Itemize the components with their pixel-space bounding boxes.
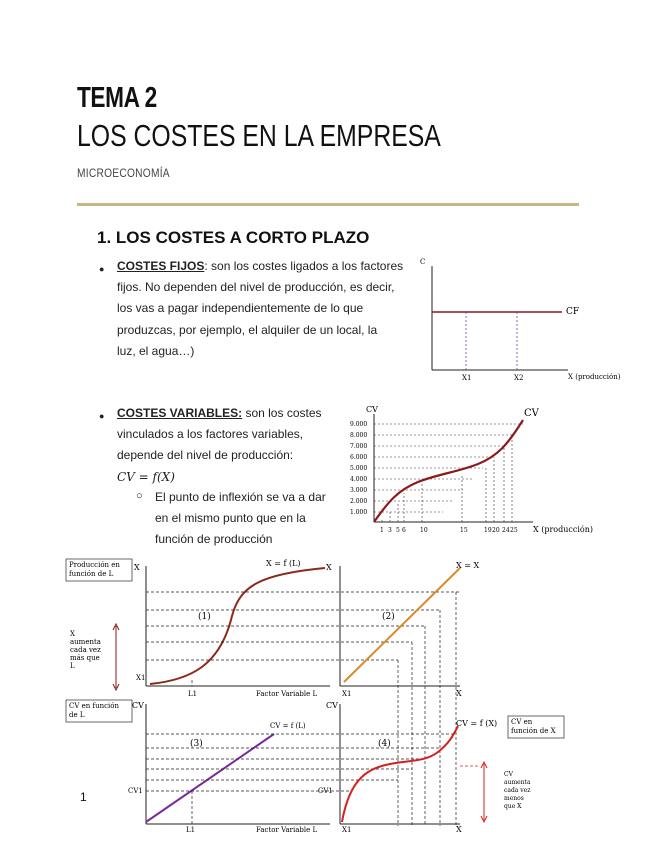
side-note-right <box>504 771 531 810</box>
y-tick-label: 6.000 <box>350 454 368 461</box>
x-tick-label: 25 <box>510 527 518 534</box>
box-bl-line2: de L <box>69 711 85 719</box>
section-heading: 1. LOS COSTES A CORTO PLAZO <box>97 228 370 247</box>
svg-text:aumenta: aumenta <box>70 638 101 646</box>
q2-number: (2) <box>382 612 395 622</box>
x1-label: X1 <box>462 374 472 382</box>
svg-text:cada vez: cada vez <box>504 787 531 794</box>
q3-line <box>146 734 274 822</box>
x-tick-label: 6 <box>402 527 406 534</box>
fixed-line-5: luz, el agua…) <box>117 343 195 358</box>
y-tick-label: 1.000 <box>350 509 368 516</box>
variable-line-2: vinculados a los factores variables, <box>117 427 304 442</box>
header-divider <box>77 203 579 206</box>
q1-curve-label: X = f (L) <box>266 559 301 568</box>
box-bl-line1: CV en función <box>69 702 120 710</box>
variable-line-1: son los costes <box>242 406 322 420</box>
y-tick-label: 9.000 <box>350 421 368 428</box>
x-tick-label: 15 <box>460 527 468 534</box>
y-tick-label: 8.000 <box>350 432 368 439</box>
q4-x-label: X <box>456 825 462 834</box>
q1-ymark: X1 <box>136 674 146 682</box>
q4-curve-label: CV = f (X) <box>456 719 498 728</box>
y-tick-label: 7.000 <box>350 443 368 450</box>
q3-curve-label: CV = f (L) <box>270 722 306 730</box>
x-tick-label: 20 <box>492 527 500 534</box>
q2-y-label: X <box>326 563 332 572</box>
q3-y-label: CV <box>132 701 144 710</box>
x2-label: X2 <box>514 374 524 382</box>
bullet-icon: ● <box>99 411 105 421</box>
four-quadrant-figure <box>60 556 600 838</box>
fixed-costs-paragraph <box>117 256 417 362</box>
page-subtitle: LOS COSTES EN LA EMPRESA <box>77 118 441 153</box>
q1-y-label: X <box>134 563 140 572</box>
inflection-line-2: en el mismo punto que en la <box>155 511 306 526</box>
fixed-line-2: fijos. No dependen del nivel de producción, es decir, <box>117 280 395 295</box>
fig-fixed-ylabel: C <box>420 258 426 266</box>
variable-costs-term: COSTES VARIABLES: <box>117 406 243 420</box>
svg-text:L: L <box>70 662 75 670</box>
category-label: MICROECONOMÍA <box>77 166 170 180</box>
formula: CV = f(X) <box>117 469 175 484</box>
svg-text:cada vez: cada vez <box>70 646 101 654</box>
q3-number: (3) <box>190 739 203 749</box>
x-tick-label: 3 <box>388 527 392 534</box>
side-note-left <box>70 630 101 670</box>
q3-ymark: CV1 <box>128 787 143 795</box>
q4-ymark: CV1 <box>318 787 333 795</box>
x-axis-label: X (producción) <box>533 525 594 534</box>
q2-curve-label: X = X <box>456 561 480 570</box>
cf-label: CF <box>566 307 580 317</box>
circle-bullet-icon: ○ <box>136 490 143 502</box>
cv-label: CV <box>524 408 539 419</box>
box-tl-line2: función de L <box>69 570 114 578</box>
page-number: 1 <box>80 790 87 804</box>
q2-x-label: X <box>456 689 462 698</box>
page-title: TEMA 2 <box>77 82 157 114</box>
svg-text:aumenta: aumenta <box>504 779 531 786</box>
inflection-line-3: función de producción <box>155 532 273 547</box>
svg-text:X: X <box>70 630 75 638</box>
box-br-line2: función de X <box>511 727 556 735</box>
variable-line-3: depende del nivel de producción: <box>117 448 294 463</box>
svg-text:que X: que X <box>504 803 522 810</box>
box-br-line1: CV en <box>511 718 533 726</box>
fixed-line-1: : son los costes ligados a los factores <box>204 259 404 273</box>
variable-cost-figure <box>348 402 598 538</box>
x-tick-label: 24 <box>502 527 510 534</box>
cv-curve <box>374 420 523 522</box>
y-tick-label: 5.000 <box>350 465 368 472</box>
variable-costs-paragraph <box>117 403 357 488</box>
fixed-costs-term: COSTES FIJOS <box>117 259 205 273</box>
fixed-line-4: produzcas, por ejemplo, el alquiler de un local, la <box>117 322 378 337</box>
q2-line <box>344 568 460 682</box>
q4-number: (4) <box>378 739 391 749</box>
svg-text:CV: CV <box>504 771 513 778</box>
y-tick-label: 4.000 <box>350 476 368 483</box>
q4-y-label: CV <box>326 701 338 710</box>
x-tick-label: 10 <box>420 527 428 534</box>
x-tick-label: 1 <box>380 527 384 534</box>
q1-number: (1) <box>198 612 211 622</box>
q4-curve <box>342 726 458 822</box>
fixed-line-3: los vas a pagar independientemente de lo que <box>117 301 364 316</box>
vertical-guides <box>398 592 456 826</box>
fixed-cost-figure <box>418 252 633 384</box>
svg-text:más que: más que <box>70 654 100 662</box>
x-tick-label: 19 <box>484 527 492 534</box>
q2-mark: X1 <box>342 690 352 698</box>
x-axis-label: X (producción) <box>568 373 621 381</box>
x-tick-label: 5 <box>396 527 400 534</box>
q4-xmark: X1 <box>342 826 352 834</box>
q1-xmark: L1 <box>188 690 198 698</box>
inflection-note <box>155 487 355 551</box>
bullet-icon: ● <box>99 264 105 274</box>
y-tick-label: 3.000 <box>350 487 368 494</box>
inflection-line-1: El punto de inflexión se va a dar <box>155 490 326 504</box>
q1-x-label: Factor Variable L <box>256 690 318 698</box>
q3-x-label: Factor Variable L <box>256 826 318 834</box>
box-tl-line1: Producción en <box>69 561 120 569</box>
fig-var-ylabel: CV <box>366 405 378 414</box>
y-tick-label: 2.000 <box>350 498 368 505</box>
q3-xmark: L1 <box>186 826 196 834</box>
svg-text:menos: menos <box>504 795 524 802</box>
